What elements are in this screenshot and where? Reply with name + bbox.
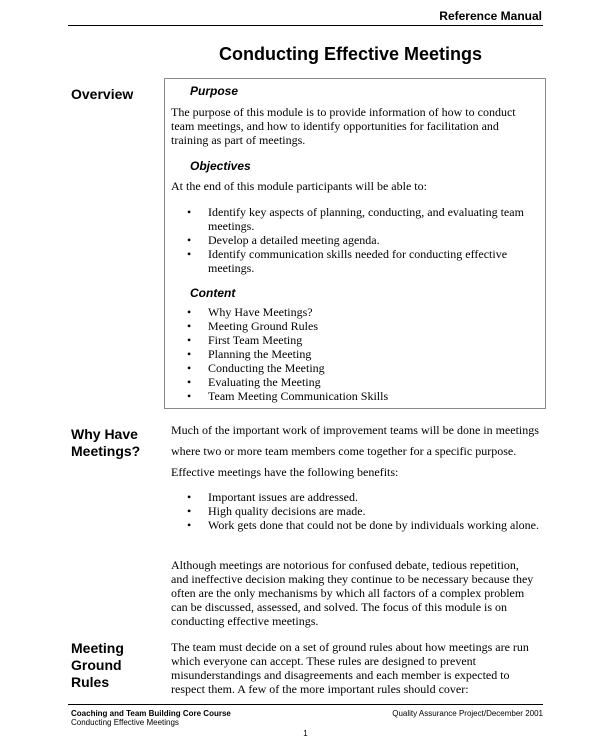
list-item: • Important issues are addressed.: [171, 490, 539, 504]
section-label-line: Why Have: [71, 426, 138, 442]
footer-module: Conducting Effective Meetings: [71, 718, 179, 727]
list-item: • Meeting Ground Rules: [171, 319, 539, 333]
page-number: 1: [303, 729, 308, 738]
list-item: • First Team Meeting: [171, 333, 539, 347]
list-item: • Identify key aspects of planning, conducting, and evaluating team meetings.: [171, 205, 539, 233]
why-intro-text: Much of the important work of improvement teams will be done in meetings where two or more team members come together for a specific purpose. Effective meetings have the following benefits:: [171, 423, 539, 479]
purpose-heading: Purpose: [190, 84, 239, 98]
objectives-intro: At the end of this module participants will be able to:: [171, 179, 427, 193]
benefits-list: [171, 490, 539, 532]
list-item: • Team Meeting Communication Skills: [171, 389, 539, 403]
content-list: [171, 305, 539, 403]
list-item: • Identify communication skills needed for conducting effective meetings.: [171, 247, 539, 275]
section-label-line: Ground: [71, 657, 122, 673]
section-label-why-have-meetings: [71, 426, 140, 460]
footer-rule: [68, 704, 543, 705]
list-item: • Develop a detailed meeting agenda.: [171, 233, 539, 247]
section-label-line: Meetings?: [71, 443, 141, 459]
section-label-line: Meeting: [71, 640, 124, 656]
why-closing-text: Although meetings are notorious for confused debate, tedious repetition, and ineffective decision making they continue to be necessary because they often are the only mechanisms by which all factors of a complex problem can be discussed, assessed, and solved. The focus of this module is on conducting effective meetings.: [171, 558, 534, 628]
content-heading: Content: [190, 286, 236, 300]
footer-course: Coaching and Team Building Core Course: [71, 709, 231, 718]
section-label-meeting-ground-rules: [71, 640, 124, 691]
list-item: • High quality decisions are made.: [171, 504, 539, 518]
objectives-heading: Objectives: [190, 159, 251, 173]
footer-project: Quality Assurance Project/December 2001: [392, 709, 543, 718]
document-title: Conducting Effective Meetings: [218, 44, 483, 64]
objectives-list: [171, 205, 539, 275]
list-item: • Evaluating the Meeting: [171, 375, 539, 389]
section-label-overview: Overview: [71, 86, 134, 102]
list-item: • Work gets done that could not be done by individuals working alone.: [171, 518, 539, 532]
ground-rules-text: The team must decide on a set of ground rules about how meetings are run which everyone can accept. These rules are designed to prevent misunderstandings and disagreements and each member is expected to respect them. A few of the more important rules should cover:: [171, 640, 529, 696]
list-item: • Why Have Meetings?: [171, 305, 539, 319]
section-label-line: Rules: [71, 674, 110, 690]
list-item: • Conducting the Meeting: [171, 361, 539, 375]
running-header: Reference Manual: [439, 9, 542, 23]
header-rule: [68, 25, 543, 26]
purpose-text: The purpose of this module is to provide information of how to conduct team meetings, and how to identify opportunities for facilitation and training as part of meetings.: [171, 105, 516, 147]
list-item: • Planning the Meeting: [171, 347, 539, 361]
